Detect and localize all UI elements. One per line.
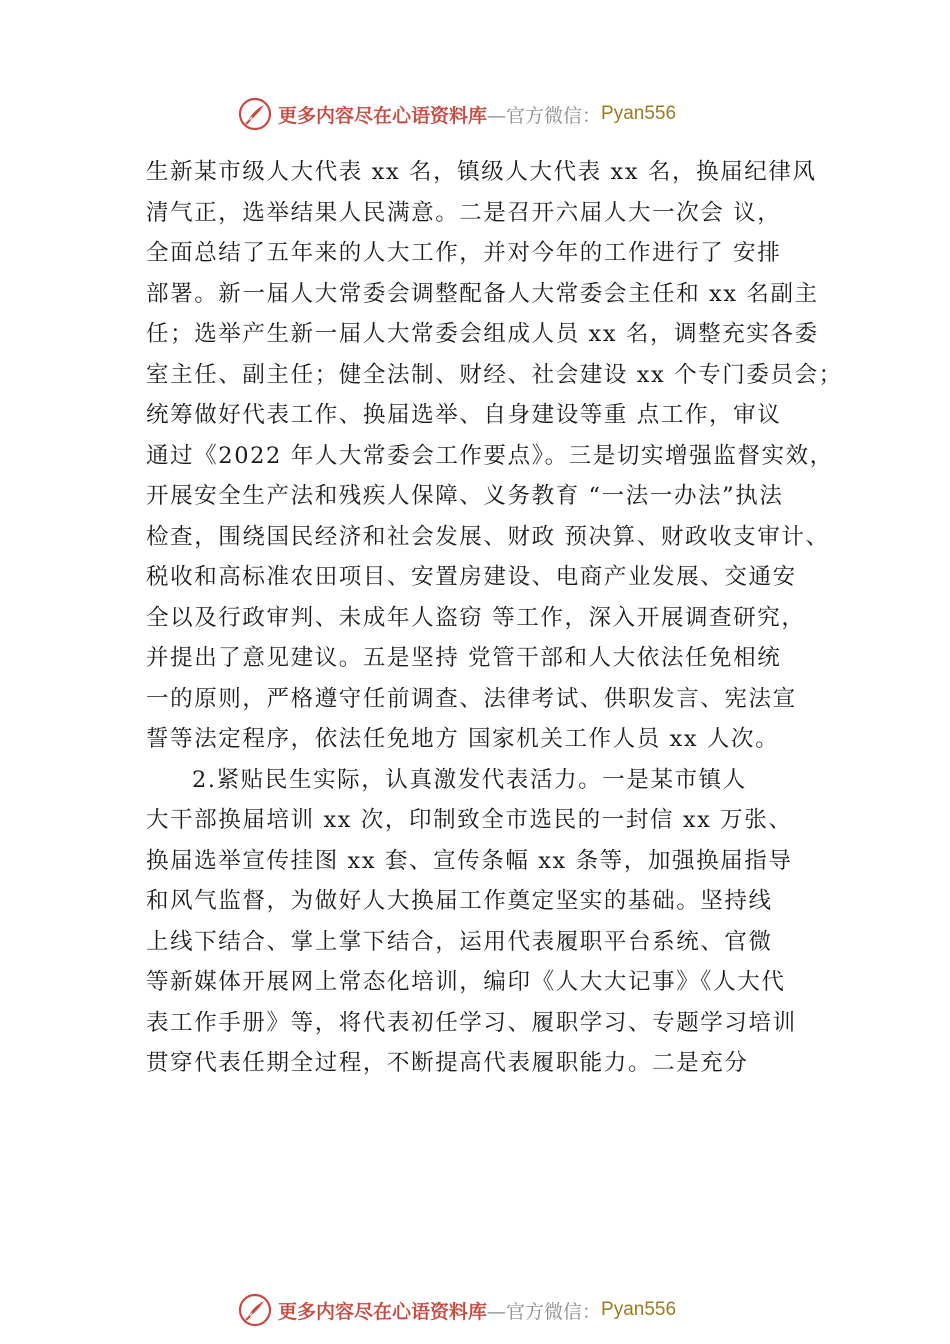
text-line: 和风气监督，为做好人大换届工作奠定坚实的基础。坚持线 bbox=[146, 888, 773, 914]
text-line: 检查，围绕国民经济和社会发展、财政 预决算、财政收支审计、 bbox=[146, 523, 830, 550]
banner-wechat-id: Pyan556 bbox=[601, 1299, 677, 1320]
banner-title: 更多内容尽在心语资料库 bbox=[278, 1300, 488, 1323]
text-line: 大干部换届培训 xx 次，印制致全市选民的一封信 xx 万张、 bbox=[146, 807, 793, 833]
text-line: 全以及行政审判、未成年人盗窃 等工作，深入开展调查研究， bbox=[146, 604, 806, 631]
text-line: 生新某市级人大代表 xx 名，镇级人大代表 xx 名，换届纪律风 bbox=[146, 159, 817, 185]
text-line: 清气正，选举结果人民满意。二是召开六届人大一次会 议， bbox=[146, 199, 782, 226]
text-line: 上线下结合、掌上掌下结合，运用代表履职平台系统、官微 bbox=[146, 928, 773, 955]
footer-watermark-banner bbox=[238, 1290, 676, 1330]
text-line: 誓等法定程序，依法任免地方 国家机关工作人员 xx 人次。 bbox=[146, 726, 780, 752]
section-heading-line: 2.紧贴民生实际，认真激发代表活力。一是某市镇人 bbox=[192, 766, 747, 793]
text-line: 开展安全生产法和残疾人保障、义务教育 “一法一办法”执法 bbox=[146, 483, 784, 509]
text-line: 一的原则，严格遵守任前调查、法律考试、供职发言、宪法宣 bbox=[146, 685, 797, 712]
text-line: 任；选举产生新一届人大常委会组成人员 xx 名，调整充实各委 bbox=[146, 321, 819, 347]
banner-wechat-label: —官方微信： bbox=[487, 104, 602, 127]
banner-title: 更多内容尽在心语资料库 bbox=[278, 104, 488, 127]
text-line: 全面总结了五年来的人大工作，并对今年的工作进行了 安排 bbox=[146, 240, 782, 266]
text-line: 贯穿代表任期全过程，不断提高代表履职能力。二是充分 bbox=[146, 1050, 749, 1076]
header-watermark-banner bbox=[238, 94, 676, 134]
text-line: 部署。新一届人大常委会调整配备人大常委会主任和 xx 名副主 bbox=[146, 280, 819, 307]
text-line: 等新媒体开展网上常态化培训，编印《人大大记事》《人大代 bbox=[146, 969, 786, 995]
quill-pen-logo-icon bbox=[238, 97, 272, 131]
document-body bbox=[146, 152, 866, 1084]
text-line: 统筹做好代表工作、换届选举、自身建设等重 点工作，审议 bbox=[146, 402, 782, 428]
text-line: 通过《2022 年人大常委会工作要点》。三是切实增强监督实效， bbox=[146, 442, 834, 469]
banner-wechat-id: Pyan556 bbox=[601, 103, 677, 124]
text-line: 表工作手册》等，将代表初任学习、履职学习、专题学习培训 bbox=[146, 1009, 797, 1036]
quill-pen-logo-icon bbox=[238, 1293, 272, 1327]
text-line: 并提出了意见建议。五是坚持 党管干部和人大依法任免相统 bbox=[146, 645, 782, 671]
text-line: 税收和高标准农田项目、安置房建设、电商产业发展、交通安 bbox=[146, 564, 797, 590]
text-line: 换届选举宣传挂图 xx 套、宣传条幅 xx 条等，加强换届指导 bbox=[146, 847, 793, 874]
text-line: 室主任、副主任；健全法制、财经、社会建设 xx 个专门委员会； bbox=[146, 361, 843, 388]
banner-wechat-label: —官方微信： bbox=[487, 1300, 602, 1323]
